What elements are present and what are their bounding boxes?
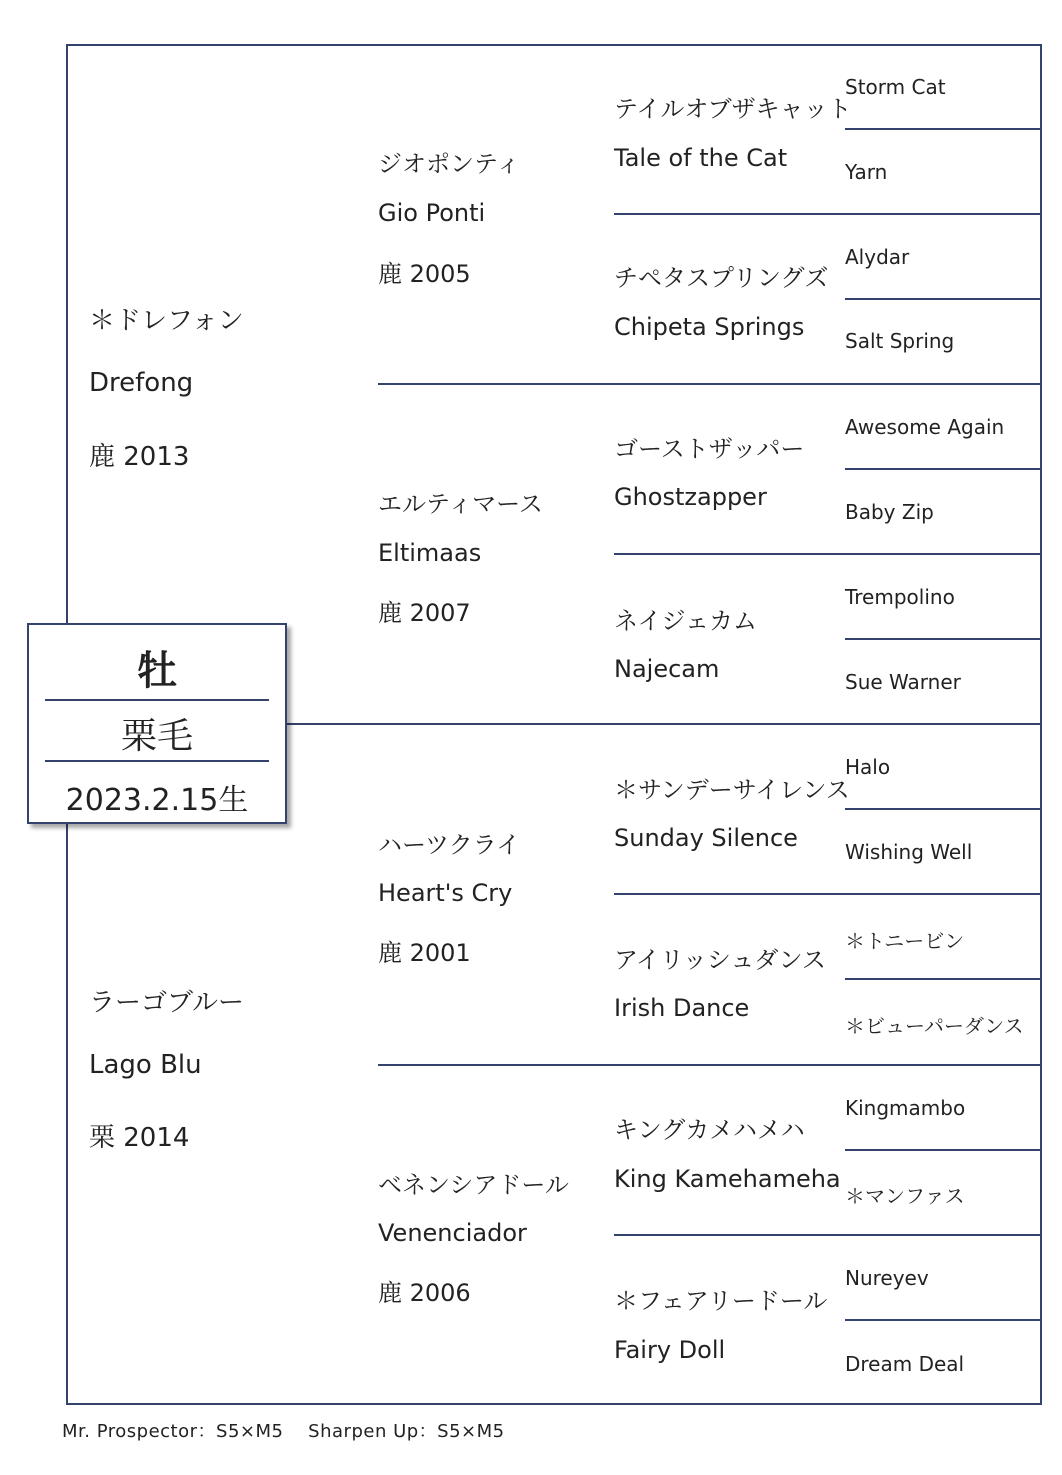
gen1-divider (287, 723, 1042, 725)
gen4-divider (845, 1149, 1042, 1151)
gen4-name: Alydar (845, 245, 910, 269)
info-divider (45, 699, 269, 701)
gen4-divider (845, 298, 1042, 300)
gen3-divider (614, 1234, 1042, 1236)
inbreeding-note: Mr. Prospector：S5×M5 Sharpen Up：S5×M5 (62, 1421, 505, 1442)
gen3-name-en: Ghostzapper (614, 483, 767, 511)
gen2-divider (378, 1064, 1042, 1066)
gen2-name-en: Venenciador (378, 1219, 527, 1247)
gen2-name-jp: ハーツクライ (378, 831, 521, 859)
gen4-name: Halo (845, 755, 891, 779)
gen2-info: 鹿 2006 (378, 1279, 471, 1307)
gen3-name-jp: ＊サンデーサイレンス (614, 776, 850, 804)
gen2-info: 鹿 2001 (378, 939, 471, 967)
gen3-name-en: King Kamehameha (614, 1165, 841, 1193)
gen3-name-en: Irish Dance (614, 994, 750, 1022)
gen4-name: Kingmambo (845, 1096, 966, 1120)
gen4-divider (845, 468, 1042, 470)
gen3-name-en: Sunday Silence (614, 824, 798, 852)
gen4-name: Nureyev (845, 1266, 929, 1290)
gen4-name: Sue Warner (845, 670, 961, 694)
gen4-name: Dream Deal (845, 1352, 965, 1376)
gen4-name: Trempolino (845, 585, 955, 609)
gen4-divider (845, 638, 1042, 640)
gen3-name-en: Tale of the Cat (614, 144, 788, 172)
gen3-name-jp: アイリッシュダンス (614, 946, 826, 974)
gen3-name-jp: チペタスプリングズ (614, 264, 829, 292)
gen4-name: Wishing Well (845, 840, 973, 864)
gen2-name-jp: エルティマース (378, 490, 543, 518)
sire-name-en: Drefong (89, 368, 194, 398)
info-divider (45, 760, 269, 762)
gen4-name: ＊トニービン (845, 929, 965, 953)
gen4-name: Baby Zip (845, 500, 934, 524)
gen3-divider (614, 553, 1042, 555)
gen4-name: ＊マンファス (845, 1184, 965, 1208)
gen2-name-jp: ジオポンティ (378, 150, 521, 178)
gen3-divider (614, 213, 1042, 215)
dam-name-jp: ラーゴブルー (89, 988, 244, 1018)
sire-name-jp: ＊ドレフォン (89, 306, 244, 336)
dam-name-en: Lago Blu (89, 1050, 202, 1080)
gen2-divider (378, 383, 1042, 385)
gen4-divider (845, 978, 1042, 980)
gen2-name-en: Eltimaas (378, 539, 482, 567)
gen3-name-en: Najecam (614, 655, 720, 683)
horse-birth-date: 2023.2.15生 (65, 783, 249, 818)
gen4-name: Yarn (845, 160, 888, 184)
gen3-name-en: Fairy Doll (614, 1336, 726, 1364)
gen3-name-jp: ゴーストザッパー (614, 435, 805, 463)
gen3-name-jp: ネイジェカム (614, 607, 758, 635)
horse-info-box (27, 623, 287, 824)
gen3-name-jp: ＊フェアリードール (614, 1287, 828, 1315)
gen3-name-jp: キングカメハメハ (614, 1116, 805, 1144)
gen4-name: ＊ビューパーダンス (845, 1014, 1024, 1038)
gen2-info: 鹿 2005 (378, 260, 471, 288)
horse-sex: 牡 (137, 648, 177, 694)
gen4-divider (845, 1319, 1042, 1321)
gen4-name: Storm Cat (845, 75, 946, 99)
gen4-name: Awesome Again (845, 415, 1005, 439)
gen3-name-jp: テイルオブザキャット (614, 95, 852, 123)
gen2-name-en: Gio Ponti (378, 199, 486, 227)
gen3-divider (614, 893, 1042, 895)
gen2-info: 鹿 2007 (378, 599, 471, 627)
horse-color: 栗毛 (120, 716, 193, 757)
gen4-name: Salt Spring (845, 329, 955, 353)
gen2-name-en: Heart's Cry (378, 879, 513, 907)
gen3-name-en: Chipeta Springs (614, 313, 805, 341)
gen4-divider (845, 808, 1042, 810)
sire-info: 鹿 2013 (89, 442, 190, 472)
gen2-name-jp: ベネンシアドール (378, 1171, 569, 1199)
gen4-divider (845, 128, 1042, 130)
dam-info: 栗 2014 (89, 1123, 190, 1153)
